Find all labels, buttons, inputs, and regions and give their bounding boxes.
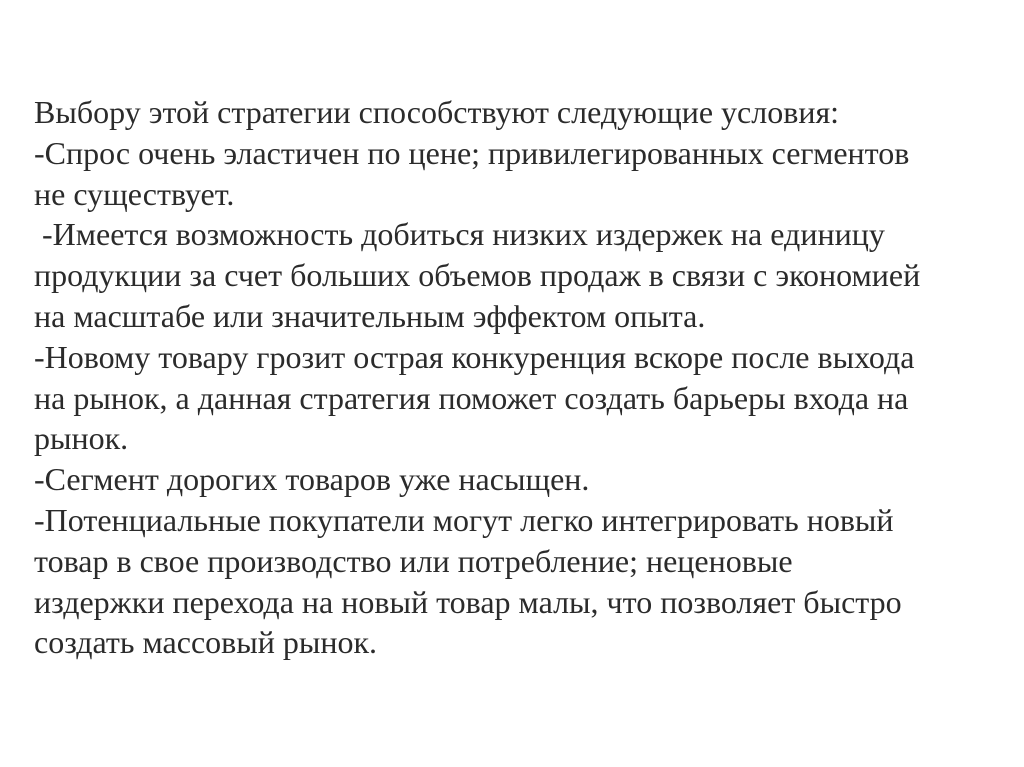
condition-5-line-2: товар в свое производство или потребление; неценовые [34, 542, 793, 579]
slide-body-text [34, 92, 994, 663]
condition-2-line-3: на масштабе или значительным эффектом опыта. [34, 297, 706, 334]
condition-1-line-1: -Спрос очень эластичен по цене; привилегированных сегментов [34, 134, 910, 171]
intro-line: Выбору этой стратегии способствуют следующие условия: [34, 94, 840, 130]
condition-5-line-1: -Потенциальные покупатели могут легко интегрировать новый [34, 501, 894, 538]
condition-3-line-2: на рынок, а данная стратегия поможет создать барьеры входа на [34, 379, 909, 416]
condition-2-line-2: продукции за счет больших объемов продаж в связи с экономией [34, 257, 921, 294]
condition-2-line-1: -Имеется возможность добиться низких издержек на единицу [34, 216, 885, 253]
condition-5-line-4: создать массовый рынок. [34, 624, 378, 661]
condition-5-line-3: издержки перехода на новый товар малы, что позволяет быстро [34, 583, 902, 620]
condition-3-line-1: -Новому товару грозит острая конкуренция вскоре после выхода [34, 338, 915, 375]
condition-1-line-2: не существует. [34, 175, 235, 212]
condition-4-line-1: -Сегмент дорогих товаров уже насыщен. [34, 461, 590, 498]
condition-3-line-3: рынок. [34, 420, 129, 457]
